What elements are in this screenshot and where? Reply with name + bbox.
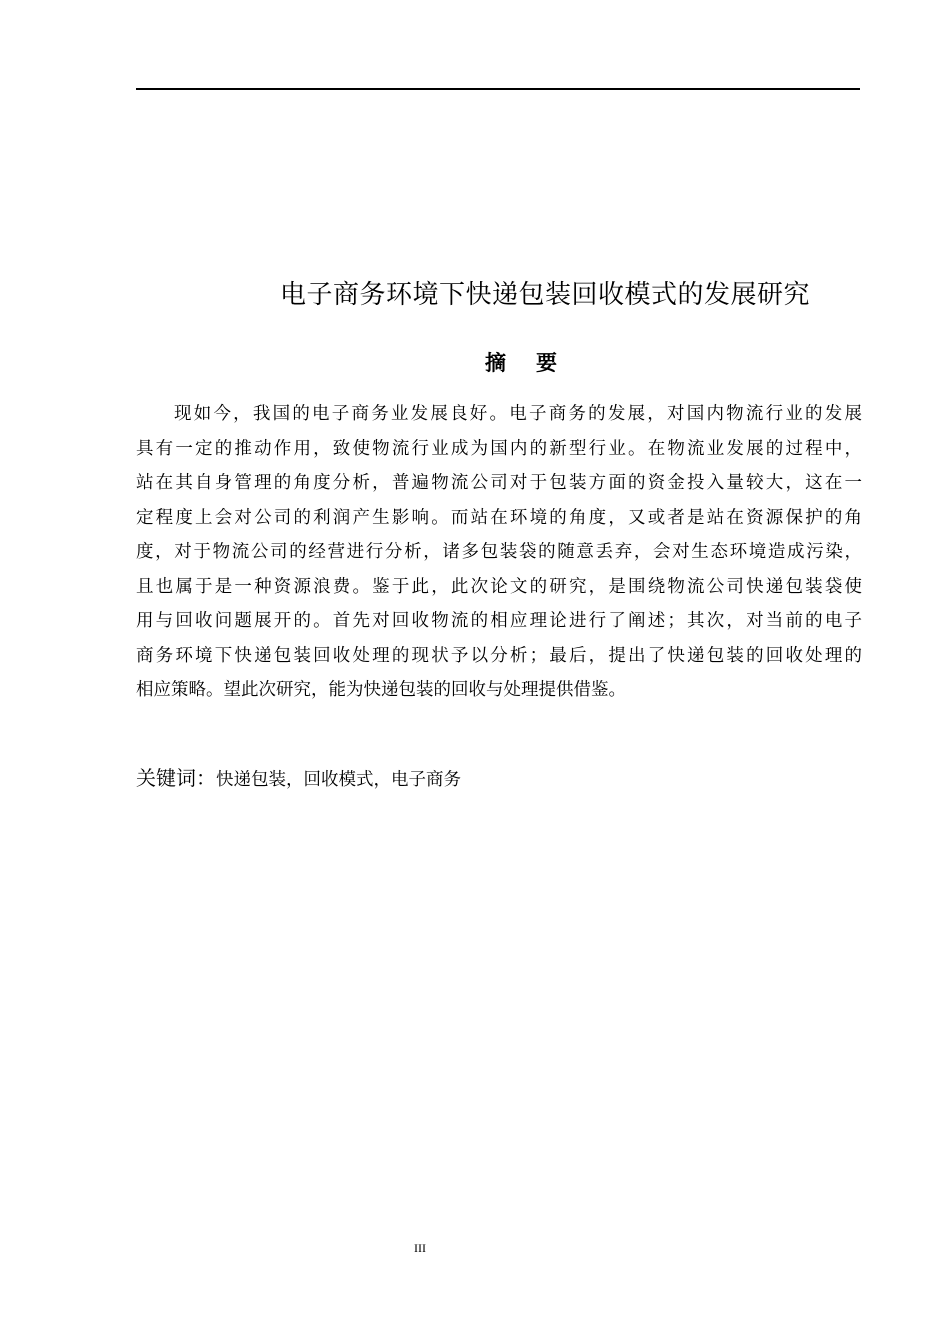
page-number: III [414, 1241, 426, 1255]
keywords-label: 关键词： [136, 766, 216, 790]
header-rule [136, 88, 860, 90]
keywords-value: 快递包装，回收模式，电子商务 [216, 770, 461, 790]
abstract-line: 度，对于物流公司的经营进行分析，诸多包装袋的随意丢弃，会对生态环境造成污染， [136, 542, 862, 562]
paper-title: 电子商务环境下快递包装回收模式的发展研究 [279, 280, 810, 310]
abstract-line: 商务环境下快递包装回收处理的现状予以分析；最后，提出了快递包装的回收处理的 [136, 645, 862, 666]
abstract-line: 且也属于是一种资源浪费。鉴于此，此次论文的研究，是围绕物流公司快递包装袋使 [136, 576, 862, 597]
keywords [136, 762, 461, 794]
abstract-line: 定程度上会对公司的利润产生影响。而站在环境的角度，又或者是站在资源保护的角 [136, 507, 862, 528]
abstract-body [136, 397, 862, 708]
abstract-line: 现如今，我国的电子商务业发展良好。电子商务的发展，对国内物流行业的发展 [174, 404, 862, 424]
abstract-line: 具有一定的推动作用，致使物流行业成为国内的新型行业。在物流业发展的过程中， [136, 438, 862, 459]
abstract-line: 站在其自身管理的角度分析，普遍物流公司对于包装方面的资金投入量较大，这在一 [136, 473, 862, 493]
abstract-heading: 摘要 [485, 351, 587, 375]
abstract-line: 用与回收问题展开的。首先对回收物流的相应理论进行了阐述；其次，对当前的电子 [136, 611, 862, 631]
abstract-line: 相应策略。望此次研究，能为快递包装的回收与处理提供借鉴。 [136, 680, 626, 700]
